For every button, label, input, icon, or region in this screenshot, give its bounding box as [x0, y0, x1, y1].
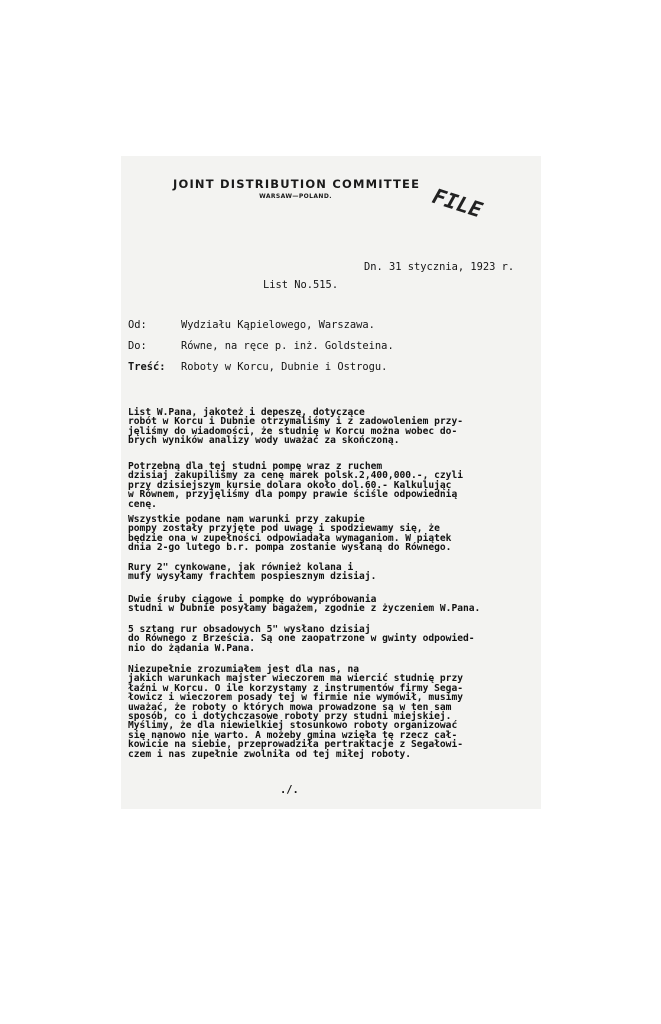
paragraph-7 [128, 665, 523, 759]
text-line: kowicie na siebie, przeprowadziła pertraktacje z Segałowi- [128, 739, 464, 751]
text-line: pompy zostały przyjęte pod uwagę i spodziewamy się, że [128, 523, 440, 535]
text-line: List W.Pana, jakoteż i depeszę, dotyczące [128, 407, 365, 418]
text-line: studni w Dubnie posyłamy bagażem, zgodnie z życzeniem W.Pana. [128, 603, 481, 615]
text-line: Potrzebną dla tej studni pompę wraz z ruchem [128, 461, 383, 472]
text-line: będzie ona w zupełności odpowiadała wymaganiom. W piątek [128, 532, 452, 544]
file-stamp: FILE [429, 184, 486, 223]
letter-date: Dn. 31 stycznia, 1923 r. [364, 261, 515, 273]
text-line: Wszystkie podane nam warunki przy zakupie [128, 514, 365, 525]
paragraph-2 [128, 462, 523, 509]
to-value: Równe, na ręce p. inż. Goldsteina. [181, 340, 394, 352]
text-line: do Równego z Brześcia. Są one zaopatrzone w gwinty odpowied- [128, 633, 475, 645]
from-label: Od: [128, 319, 147, 331]
paragraph-3 [128, 515, 523, 553]
paragraph-5 [128, 595, 523, 614]
text-line: przy dzisiejszym kursie dolara około dol.60.- Kalkulując [128, 479, 452, 491]
text-line: mufy wysyłamy frachtem pospiesznym dzisiaj. [128, 571, 377, 583]
from-value: Wydziału Kąpielowego, Warszawa. [181, 319, 375, 331]
text-line: uważać, że roboty o których mowa prowadzone są w ten sam [128, 701, 452, 713]
text-line: Rury 2" cynkowane, jak również kolana i [128, 562, 354, 573]
text-line: czem i nas zupełnie zwolniła od tej miłej roboty. [128, 748, 412, 760]
text-line: jakich warunkach majster wieczorem ma wiercić studnię przy [128, 673, 464, 685]
paragraph-6 [128, 625, 523, 653]
text-line: nio do żądania W.Pana. [128, 642, 256, 654]
text-line: sposób, co i dotychczasowe roboty przy studni miejskiej. [128, 711, 452, 723]
text-line: robót w Korcu i Dubnie otrzymaliśmy i z zadowoleniem przy- [128, 416, 464, 428]
text-line: Niezupełnie zrozumiałem jest dla nas, na [128, 664, 360, 675]
text-line: dnia 2-go lutego b.r. pompa zostanie wysłaną do Równego. [128, 542, 452, 554]
paragraph-1 [128, 408, 523, 446]
text-line: 5 sztang rur obsadowych 5" wysłano dzisiaj [128, 624, 371, 635]
to-label: Do: [128, 340, 147, 352]
text-line: Myślimy, że dla niewielkiej stosunkowo roboty organizować [128, 720, 458, 732]
letterhead-org: JOINT DISTRIBUTION COMMITTEE [173, 177, 421, 191]
paragraph-4 [128, 563, 523, 582]
text-line: Dwie śruby ciągowe i pompkę do wypróbowania [128, 594, 377, 605]
text-line: dzisiaj zakupiliśmy za cenę marek polsk.2,400,000.-, czyli [128, 470, 464, 482]
letterhead-location: WARSAW—POLAND. [259, 193, 332, 200]
text-line: łaźni w Korcu. O ile korzystamy z instrumentów firmy Sega- [128, 682, 464, 694]
continuation-mark: ./. [280, 784, 299, 796]
text-line: cenę. [128, 498, 157, 510]
text-line: się nanowo nie warto. A możeby gmina wzięła tę rzecz cał- [128, 729, 458, 741]
subject-value: Roboty w Korcu, Dubnie i Ostrogu. [181, 361, 388, 373]
text-line: łowicz i wieczorem posady tej w firmie nie wymówił, musimy [128, 692, 464, 704]
text-line: w Równem, przyjęliśmy dla pompy prawie ściśle odpowiednią [128, 489, 458, 501]
letter-page [121, 156, 541, 809]
subject-label: Treść: [128, 361, 166, 373]
letter-number: List No.515. [263, 279, 339, 291]
text-line: brych wyników analizy wody uważać za skończoną. [128, 435, 400, 447]
text-line: jęliśmy do wiadomości, że studnię w Korcu można wobec do- [128, 425, 458, 437]
